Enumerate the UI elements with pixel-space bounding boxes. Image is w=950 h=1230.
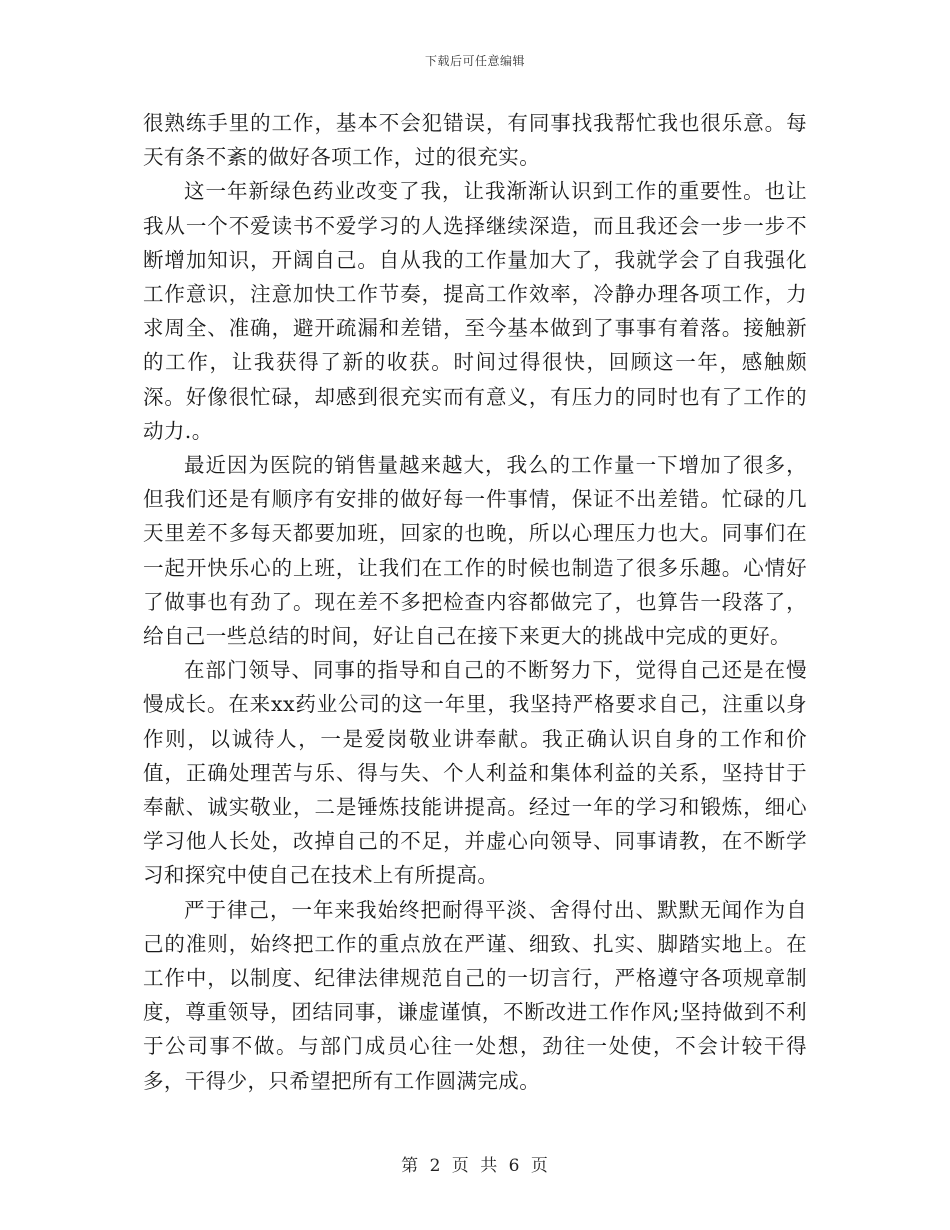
paragraph-2: 这一年新绿色药业改变了我，让我渐渐认识到工作的重要性。也让我从一个不爱读书不爱学习的人选择继续深造，而且我还会一步一步不断增加知识，开阔自己。自从我的工作量加大了，我就学会了自我强化工作意识，注意加快工作节奏，提高工作效率，冷静办理各项工作，力求周全、准确，避开疏漏和差错，至今基本做到了事事有着落。接触新的工作，让我获得了新的收获。时间过得很快，回顾这一年，感触颇深。好像很忙碌，却感到很充实而有意义，有压力的同时也有了工作的动力.。	[143, 179, 807, 443]
page-header: 下载后可任意编辑	[424, 54, 525, 68]
paragraph-3: 最近因为医院的销售量越来越大，我么的工作量一下增加了很多，但我们还是有顺序有安排的做好每一件事情，保证不出差错。忙碌的几天里差不多每天都要加班，回家的也晚，所以心理压力也大。同事们在一起开快乐心的上班，让我们在工作的时候也制造了很多乐趣。心情好了做事也有劲了。现在差不多把检查内容都做完了，也算告一段落了，给自己一些总结的时间，好让自己在接下来更大的挑战中完成的更好。	[143, 453, 807, 649]
paragraph-5: 严于律己，一年来我始终把耐得平淡、舍得付出、默默无闻作为自己的准则，始终把工作的重点放在严谨、细致、扎实、脚踏实地上。在工作中，以制度、纪律法律规范自己的一切言行，严格遵守各项规章制度，尊重领导，团结同事，谦虚谨慎，不断改进工作作风;坚持做到不利于公司事不做。与部门成员心往一处想，劲往一处使，不会计较干得多，干得少，只希望把所有工作圆满完成。	[143, 897, 807, 1093]
paragraph-1: 很熟练手里的工作，基本不会犯错误，有同事找我帮忙我也很乐意。每天有条不紊的做好各项工作，过的很充实。	[143, 111, 807, 170]
paragraph-4: 在部门领导、同事的指导和自己的不断努力下，觉得自己还是在慢慢成长。在来xx药业公司的这一年里，我坚持严格要求自己，注重以身作则，以诚待人，一是爱岗敬业讲奉献。我正确认识自身的工作和价值，正确处理苦与乐、得与失、个人利益和集体利益的关系，坚持甘于奉献、诚实敬业，二是锤炼技能讲提高。经过一年的学习和锻炼，细心学习他人长处，改掉自己的不足，并虚心向领导、同事请教，在不断学习和探究中使自己在技术上有所提高。	[143, 658, 807, 888]
page-number-footer: 第 2 页 共 6 页	[401, 1156, 549, 1176]
document-body	[143, 106, 807, 1098]
